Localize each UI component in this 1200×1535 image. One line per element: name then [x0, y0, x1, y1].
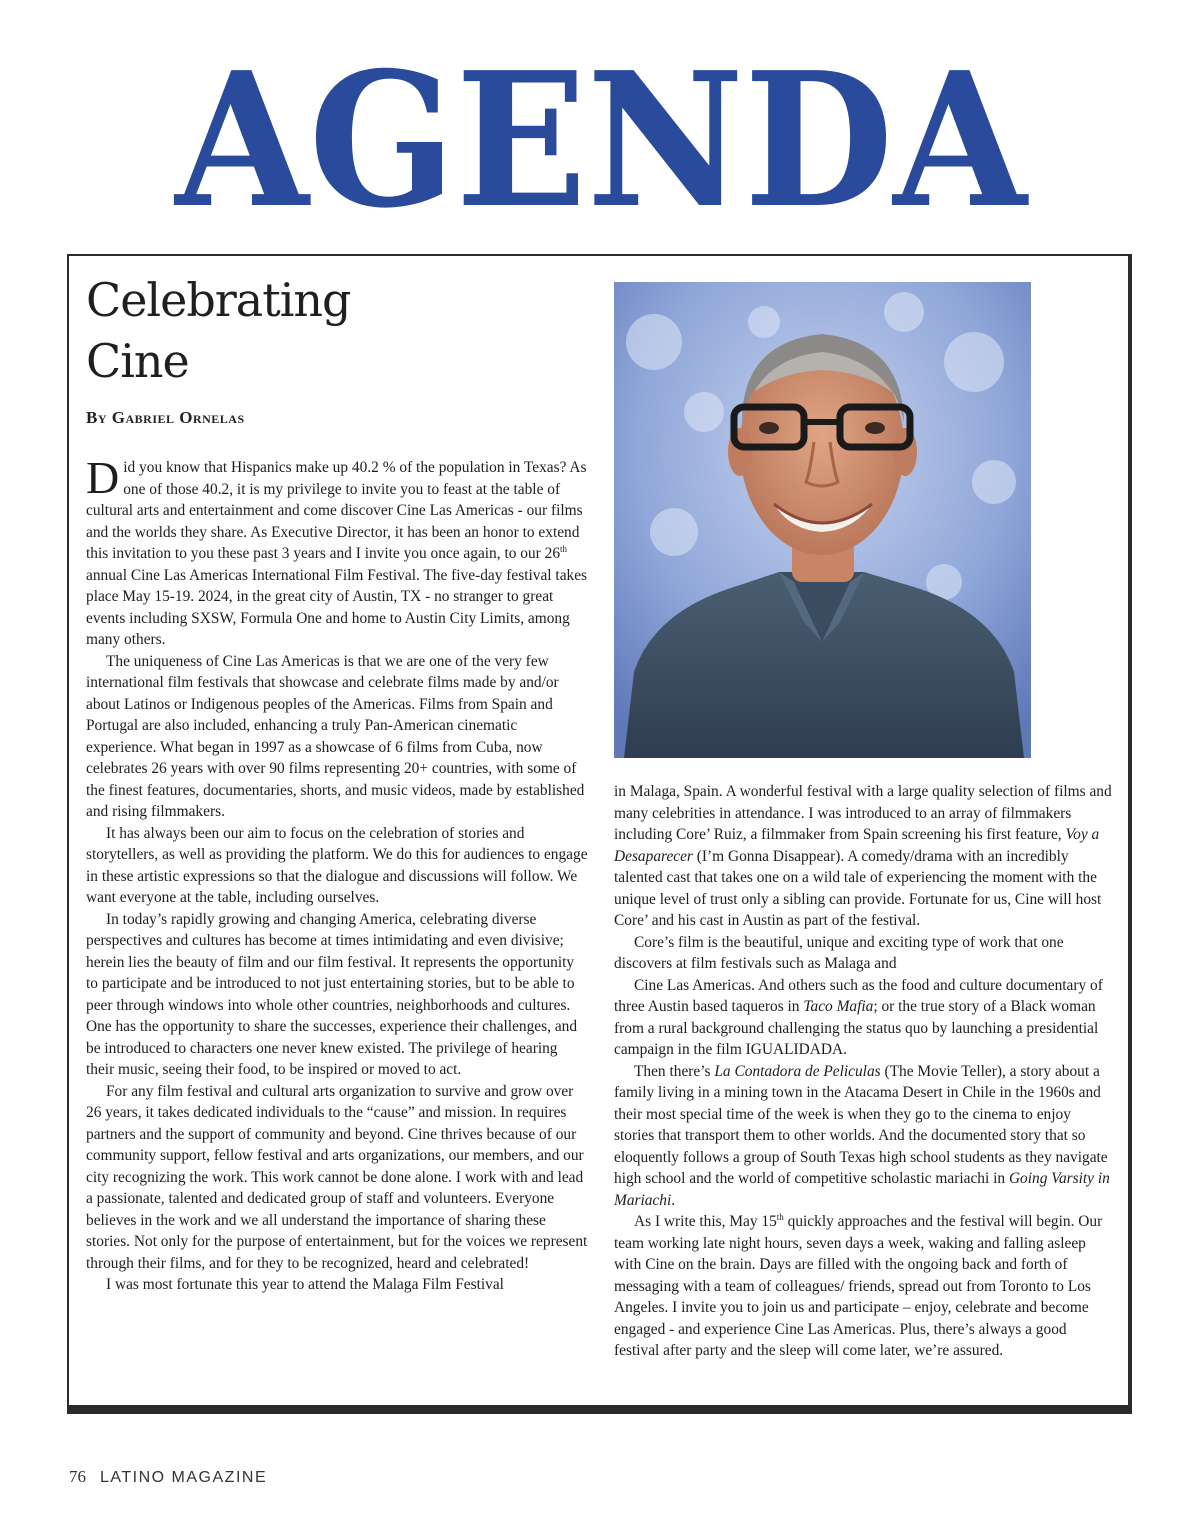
film-title-taco-mafia: Taco Mafia [803, 998, 874, 1015]
title-line-1: Celebrating [86, 273, 351, 327]
right-paragraph-2: Core’s film is the beautiful, unique and exciting type of work that one discovers at film festivals such as Malaga and [614, 933, 1064, 972]
frame-bottom-rule [67, 1405, 1132, 1414]
masthead: AGENDA [175, 31, 1027, 249]
drop-cap: D [86, 452, 120, 503]
page-footer [69, 1467, 267, 1487]
title-line-2: Cine [86, 334, 189, 388]
left-column [86, 452, 588, 1296]
portrait-photo [614, 282, 1031, 758]
paragraph-4: In today’s rapidly growing and changing America, celebrating diverse perspectives and cultures has become at times intimidating and even divisive; herein lies the beauty of film and our film festival. It represents the opportunity to participate and be introduced to not just entertaining stories, but to be able to peer through windows into whole other countries, neighborhoods and cultures. One has the opportunity to share the successes, experience their challenges, and be introduced to characters one never knew existed. The privilege of hearing their music, seeing their food, to be inspired or moved to act. [86, 910, 578, 1078]
publication-name: LATINO MAGAZINE [100, 1469, 268, 1486]
right-paragraph-5: As I write this, May 15th quickly approaches and the festival will begin. Our team working late night hours, seven days a week, waking and falling asleep with Cine on the brain. Days are filled with the ongoing back and forth of messaging with a team of colleagues/ friends, spread out from Toronto to Los Angeles. I invite you to join us and participate – enjoy, celebrate and become engaged - and experience Cine Las Americas. Plus, there’s always a good festival after party and the sleep will come later, we’re assured. [614, 1211, 1103, 1359]
film-title-la-contadora: La Contadora de Peliculas [714, 1062, 881, 1080]
right-paragraph-4: Then there’s La Contadora de Peliculas (The Movie Teller), a story about a family living in a mining town in the Atacama Desert in Chile in the 1960s and their most special time of the week is when they go to the cinema to enjoy stories that transport them to other worlds. And the documented story that so eloquently follows a group of South Texas high school students as they navigate high school and the world of competitive scholastic mariachi in Going Varsity in Mariachi. [614, 1062, 1110, 1209]
film-title-voy-a-desaparecer: Voy a Desaparecer [614, 826, 1100, 865]
film-title-going-varsity: Going Varsity in Mariachi [614, 1170, 1110, 1209]
paragraph-2: The uniqueness of Cine Las Americas is that we are one of the very few international film festivals that showcase and celebrate films made by and/or about Latinos or Indigenous peoples of the Americas. Films from Spain and Portugal are also included, enhancing a truly Pan-American cinematic experience. What began in 1997 as a showcase of 6 films from Cuba, now celebrates 26 years with over 90 films representing 20+ countries, with some of the finest features, documentaries, shorts, and music videos, made by established and rising filmmakers. [86, 652, 585, 820]
paragraph-5: For any film festival and cultural arts organization to survive and grow over 26 years, it takes dedicated individuals to the “cause” and mission. In requires partners and the support of community and beyond. Cine thrives because of our community support, fellow festival and arts organizations, our members, and our city recognizing the work. This work cannot be done alone. I work with and lead a passionate, talented and dedicated group of staff and volunteers. Everyone believes in the work and we all understand the importance of sharing these stories. Not only for the purpose of entertainment, but for the voices we represent through their films, and for they to be recognized, heard and celebrated! [86, 1082, 588, 1272]
paragraph-1: Did you know that Hispanics make up 40.2 % of the population in Texas? As one of those 40.2, it is my privilege to invite you to feast at the table of cultural arts and entertainment and come discover Cine Las Americas - our films and the worlds they share. As Executive Director, it has been an honor to extend this invitation to you these past 3 years and I invite you once again, to our 26th annual Cine Las Americas International Film Festival. The five-day festival takes place May 15-19. 2024, in the great city of Austin, TX - no stranger to great events including SXSW, Formula One and home to Austin City Limits, among many others. [86, 452, 588, 648]
paragraph-6: I was most fortunate this year to attend the Malaga Film Festival [106, 1276, 504, 1293]
article-title [86, 270, 350, 392]
byline: By Gabriel Ornelas [86, 408, 245, 427]
right-paragraph-1: in Malaga, Spain. A wonderful festival with a large quality selection of films and many celebrities in attendance. I was introduced to an array of filmmakers including Core’ Ruiz, a filmmaker from Spain screening his first feature, Voy a Desaparecer (I’m Gonna Disappear). A comedy/drama with an incredibly talented cast that takes one on a wild tale of experiencing the moment with the unique level of trust only a sibling can provide. Fortunate for us, Cine will host Core’ and his cast in Austin as part of the festival. [614, 783, 1112, 929]
right-paragraph-3: Cine Las Americas. And others such as the food and culture documentary of three Austin based taqueros in Taco Mafia; or the true story of a Black woman from a rural background challenging the status quo by launching a presidential campaign in the film IGUALIDADA. [614, 976, 1103, 1058]
right-column [614, 781, 1114, 1362]
page-number: 76 [69, 1467, 86, 1486]
paragraph-3: It has always been our aim to focus on the celebration of stories and storytellers, as well as providing the platform. We do this for audiences to engage in these artistic expressions so that the dialogue and discussions will follow. We want everyone at the table, including ourselves. [86, 824, 588, 906]
